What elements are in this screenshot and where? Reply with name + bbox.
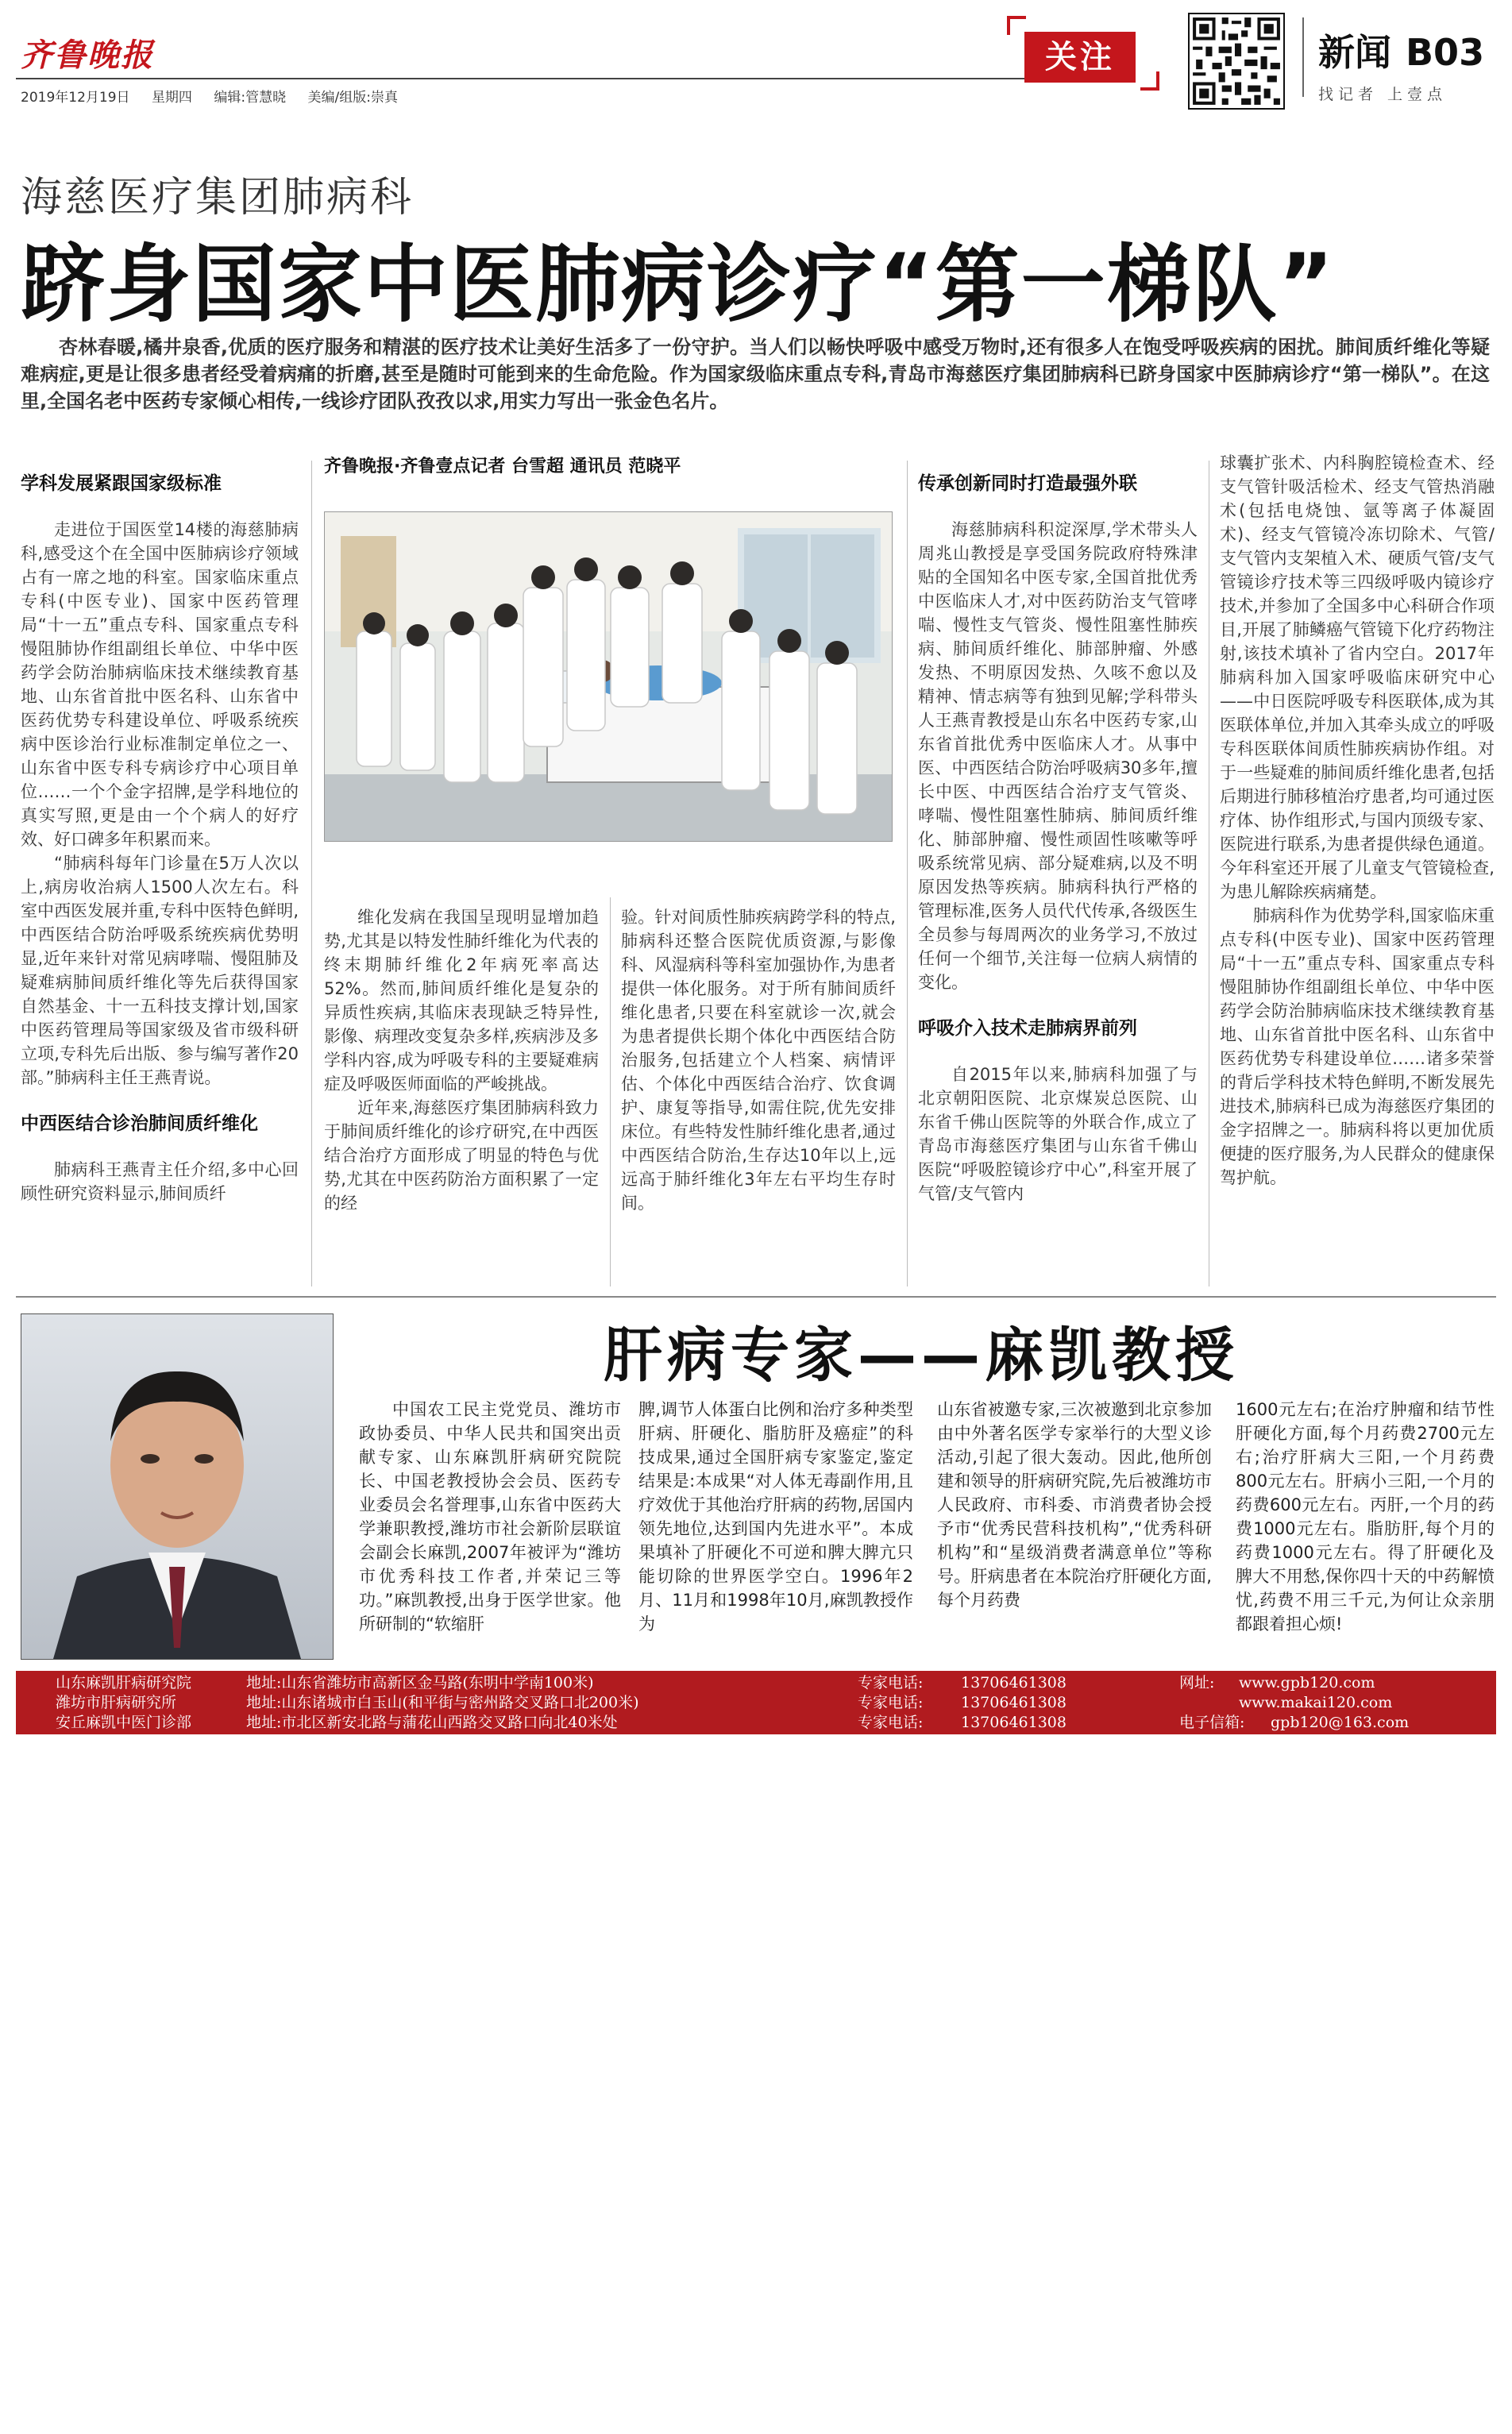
paragraph: 维化发病在我国呈现明显增加趋势,尤其是以特发性肺纤维化为代表的终末期肺纤维化2年病死率高达52%。然而,肺间质纤维化是复杂的异质性疾病,其临床表现缺乏特异性,影像、病理改变复杂多样,疾病涉及多学科内容,成为呼吸专科的主要疑难病症及呼吸医师面临的严峻挑战。 <box>324 908 599 1094</box>
article-subtitle: 海慈医疗集团肺病科 <box>21 174 415 222</box>
website-url: www.gpb120.com <box>1239 1674 1375 1691</box>
email-label: 电子信箱: <box>1179 1714 1245 1731</box>
paragraph: 自2015年以来,肺病科加强了与北京朝阳医院、北京煤炭总医院、山东省千佛山医院等的外联合作,成立了青岛市海慈医疗集团与山东省千佛山医院“呼吸腔镜诊疗中心”,科室开展了气管/支气管内 <box>918 1065 1198 1203</box>
institution-address: 地址:市北区新安北路与蒲花山西路交叉路口向北40米处 <box>246 1714 618 1731</box>
article-column-2 <box>324 905 599 1215</box>
newspaper-logo: 齐鲁晚报 <box>21 37 154 74</box>
email-address: gpb120@163.com <box>1271 1714 1410 1731</box>
section-tag: 关注 <box>1024 32 1136 83</box>
website-url: www.makai120.com <box>1239 1694 1393 1711</box>
article-byline: 齐鲁晚报·齐鲁壹点记者 台雪超 通讯员 范晓平 <box>324 457 681 476</box>
institution-name: 山东麻凯肝病研究院 <box>56 1674 192 1691</box>
corner-mark <box>1007 16 1026 35</box>
masthead-rule <box>16 78 1032 79</box>
contact-row <box>16 1672 1496 1693</box>
issue-date: 2019年12月19日 <box>21 90 130 106</box>
institution-name: 安丘麻凯中医门诊部 <box>56 1714 192 1731</box>
column-rule <box>311 461 312 1286</box>
phone-number: 13706461308 <box>961 1714 1066 1731</box>
institution-address: 地址:山东省潍坊市高新区金马路(东明中学南100米) <box>246 1674 594 1691</box>
paragraph: 验。针对间质性肺疾病跨学科的特点,肺病科还整合医院优质资源,与影像科、风湿病科等科室加强协作,为患者提供一体化服务。对于所有肺间质纤维化患者,只要在科室就诊一次,就会为患者提供长期个体化中西医结合防治服务,包括建立个人档案、病情评估、个体化中西医结合治疗、饮食调护、康复等指导,如需住院,优先安排床位。有些特发性肺纤维化患者,通过中西医结合防治,生存达10年以上,远远高于肺纤维化3年左右平均生存时间。 <box>621 908 896 1213</box>
paragraph: 肺病科作为优势学科,国家临床重点专科(中医专业)、国家中医药管理局“十一五”重点专科、国家重点专科慢阻肺协作组副组长单位、中华中医药学会防治肺病临床技术继续教育基地、山东省首批中医名科、山东省中医药优势专科建设单位……诸多荣誉的背后学科技术特色鲜明,不断发展先进技术,肺病科已成为海慈医疗集团的金字招牌之一。肺病科将以更加优质便捷的医疗服务,为人民群众的健康保驾护航。 <box>1220 906 1495 1187</box>
section-divider <box>1302 17 1304 97</box>
contact-row <box>16 1692 1496 1713</box>
designer-credit: 美编/组版:崇真 <box>307 90 398 106</box>
paragraph: 山东省被邀专家,三次被邀到北京参加由中外著名医学专家举行的大型义诊活动,引起了很大轰动。因此,他所创建和领导的肝病研究院,先后被潍坊市人民政府、市科委、市消费者协会授予市“优秀民营科技机构”,“优秀科研机构”和“星级消费者满意单位”等称号。肝病患者在本院治疗肝硬化方面,每个月药费 <box>937 1400 1212 1610</box>
section-header <box>1318 24 1484 76</box>
phone-label: 专家电话: <box>858 1694 924 1711</box>
paragraph: 球囊扩张术、内科胸腔镜检查术、经支气管针吸活检术、经支气管热消融术(包括电烧蚀、氩等离子体凝固术)、经支气管镜冷冻切除术、气管/支气管内支架植入术、硬质气管/支气管镜诊疗技术等三四级呼吸内镜诊疗技术,并参加了全国多中心科研合作项目,开展了肺鳞癌气管镜下化疗药物注射,该技术填补了省内空白。2017年肺病科加入国家呼吸临床研究中心——中日医院呼吸专科医联体,成为其医联体单位,并加入其牵头成立的呼吸专科医联体间质性肺疾病协作组。对于一些疑难的肺间质纤维化患者,包括后期进行肺移植治疗患者,均可通过医疗体、协作组形式,与国内顶级专家、医院进行联系,为患者提供绿色通道。今年科室还开展了儿童支气管镜检查,为患儿解除疾病痛楚。 <box>1220 453 1495 901</box>
dateline <box>21 86 415 106</box>
article-headline: 跻身国家中医肺病诊疗“第一梯队” <box>21 236 1336 334</box>
subhead-interventional: 呼吸介入技术走肺病界前列 <box>918 1018 1137 1039</box>
ad-column-4 <box>1236 1398 1495 1636</box>
ward-round-photo <box>324 511 893 842</box>
page-number: B03 <box>1406 31 1485 74</box>
ad-title: 肝病专家——麻凯教授 <box>604 1321 1239 1390</box>
paragraph: 脾,调节人体蛋白比例和治疗多种类型肝病、肝硬化、脂肪肝及癌症”的科技成果,通过全国肝病专家鉴定,鉴定结果是:本成果“对人体无毒副作用,且疗效优于其他治疗肝病的药物,居国内领先地位,达到国内先进水平”。本成果填补了肝硬化不可逆和脾大脾亢只能切除的世界医学空白。1996年2月、11月和1998年10月,麻凯教授作为 <box>638 1400 913 1634</box>
section-name: 新闻 <box>1318 31 1391 74</box>
paragraph: 近年来,海慈医疗集团肺病科致力于肺间质纤维化的诊疗研究,在中西医结合治疗方面形成了明显的特色与优势,尤其在中医药防治方面积累了一定的经 <box>324 1098 599 1213</box>
editor-credit: 编辑:管慧晓 <box>214 90 287 106</box>
ad-column-1 <box>359 1398 621 1636</box>
corner-mark <box>1140 71 1159 91</box>
article-column-3 <box>621 905 896 1215</box>
phone-number: 13706461308 <box>961 1674 1066 1691</box>
article-column-5 <box>1220 451 1495 1190</box>
contact-row <box>16 1712 1496 1733</box>
doctor-portrait <box>21 1313 334 1660</box>
article-lead: 杏林春暖,橘井泉香,优质的医疗服务和精湛的医疗技术让美好生活多了一份守护。当人们以畅快呼吸中感受万物时,还有很多人在饱受呼吸疾病的困扰。肺间质纤维化等疑难病症,更是让很多患者经受着病痛的折磨,甚至是随时可能到来的生命危险。作为国家级临床重点专科,青岛市海慈医疗集团肺病科已跻身国家中医肺病诊疗“第一梯队”。在这里,全国名老中医药专家倾心相传,一线诊疗团队孜孜以求,用实力写出一张金色名片。 <box>21 336 1490 412</box>
paragraph: 海慈肺病科积淀深厚,学术带头人周兆山教授是享受国务院政府特殊津贴的全国知名中医专家,全国首批优秀中医临床人才,对中医药防治支气管哮喘、慢性支气管炎、慢性阻塞性肺疾病、肺间质纤维化、肺部肿瘤、外感发热、不明原因发热、久咳不愈以及精神、情志病等有独到见解;学科带头人王燕青教授是山东名中医药专家,山东省首批优秀中医临床人才。从事中医、中西医结合防治呼吸病30多年,擅长中医、中西医结合治疗支气管炎、哮喘、慢性阻塞性肺病、肺间质纤维化、肺部肿瘤、慢性顽固性咳嗽等呼吸系统常见病、部分疑难病,以及不明原因发热等疾病。肺病科执行严格的管理标准,医务人员代代传承,各级医生全员参与每周两次的业务学习,不放过任何一个细节,关注每一位病人病情的变化。 <box>918 520 1198 992</box>
column-rule <box>610 897 611 1286</box>
subhead-integrated-treatment: 中西医结合诊治肺间质纤维化 <box>21 1113 258 1134</box>
issue-weekday: 星期四 <box>151 90 192 106</box>
ad-column-2 <box>638 1398 913 1636</box>
paragraph: 1600元左右;在治疗肿瘤和结节性肝硬化方面,每个月药费2700元左右;治疗肝病大三阳,一个月药费800元左右。肝病小三阳,一个月的药费600元左右。丙肝,一个月的药费1000元左右。脂肪肝,每个月的药费1000元左右。得了肝硬化及脾大不用愁,保你四十天的中药解愤忧,药费不用三千元,为何让众亲朋都跟着担心烦! <box>1236 1400 1495 1634</box>
phone-label: 专家电话: <box>858 1714 924 1731</box>
article-column-4 <box>918 472 1198 1205</box>
phone-number: 13706461308 <box>961 1694 1066 1711</box>
article-column-1 <box>21 472 299 1205</box>
subhead-inheritance: 传承创新同时打造最强外联 <box>918 473 1137 494</box>
section-separator <box>16 1296 1496 1298</box>
ad-column-3 <box>937 1398 1212 1612</box>
institution-name: 潍坊市肝病研究所 <box>56 1694 177 1711</box>
reporter-contact-line: 找记者 上壹点 <box>1318 86 1448 103</box>
subhead-discipline: 学科发展紧跟国家级标准 <box>21 473 222 494</box>
ad-contact-bar <box>16 1671 1496 1734</box>
institution-address: 地址:山东诸城市白玉山(和平街与密州路交叉路口北200米) <box>246 1694 639 1711</box>
phone-label: 专家电话: <box>858 1674 924 1691</box>
paragraph: 肺病科王燕青主任介绍,多中心回顾性研究资料显示,肺间质纤 <box>21 1160 299 1203</box>
qr-code-icon <box>1188 13 1285 110</box>
website-label: 网址: <box>1179 1674 1215 1691</box>
section-tag-box <box>1007 16 1159 91</box>
paragraph: 中国农工民主党党员、潍坊市政协委员、中华人民共和国突出贡献专家、山东麻凯肝病研究院院长、中国老教授协会会员、医药专业委员会名誉理事,山东省中医药大学兼职教授,潍坊市社会新阶层联谊会副会长麻凯,2007年被评为“潍坊市优秀科技工作者,并荣记三等功。”麻凯教授,出身于医学世家。他所研制的“软缩肝 <box>359 1400 621 1634</box>
paragraph: “肺病科每年门诊量在5万人次以上,病房收治病人1500人次左右。科室中西医发展并重,专科中医特色鲜明,中西医结合防治呼吸系统疾病优势明显,近年来针对常见病哮喘、慢阻肺及疑难病肺间质纤维化等先后获得国家自然基金、十一五科技支撑计划,国家中医药管理局等国家级及省市级科研立项,专科先后出版、参与编写著作20部。”肺病科主任王燕青说。 <box>21 854 299 1087</box>
column-rule <box>907 461 908 1286</box>
paragraph: 走进位于国医堂14楼的海慈肺病科,感受这个在全国中医肺病诊疗领域占有一席之地的科室。国家临床重点专科(中医专业)、国家中医药管理局“十一五”重点专科、国家重点专科慢阻肺协作组副组长单位、中华中医药学会防治肺病临床技术继续教育基地、山东省首批中医名科、山东省中医药优势专科建设单位、呼吸系统疾病中医诊治行业标准制定单位之一、山东省中医专科专病诊疗中心项目单位……一个个金字招牌,是学科地位的真实写照,更是由一个个病人的好疗效、好口碑多年积累而来。 <box>21 520 299 849</box>
